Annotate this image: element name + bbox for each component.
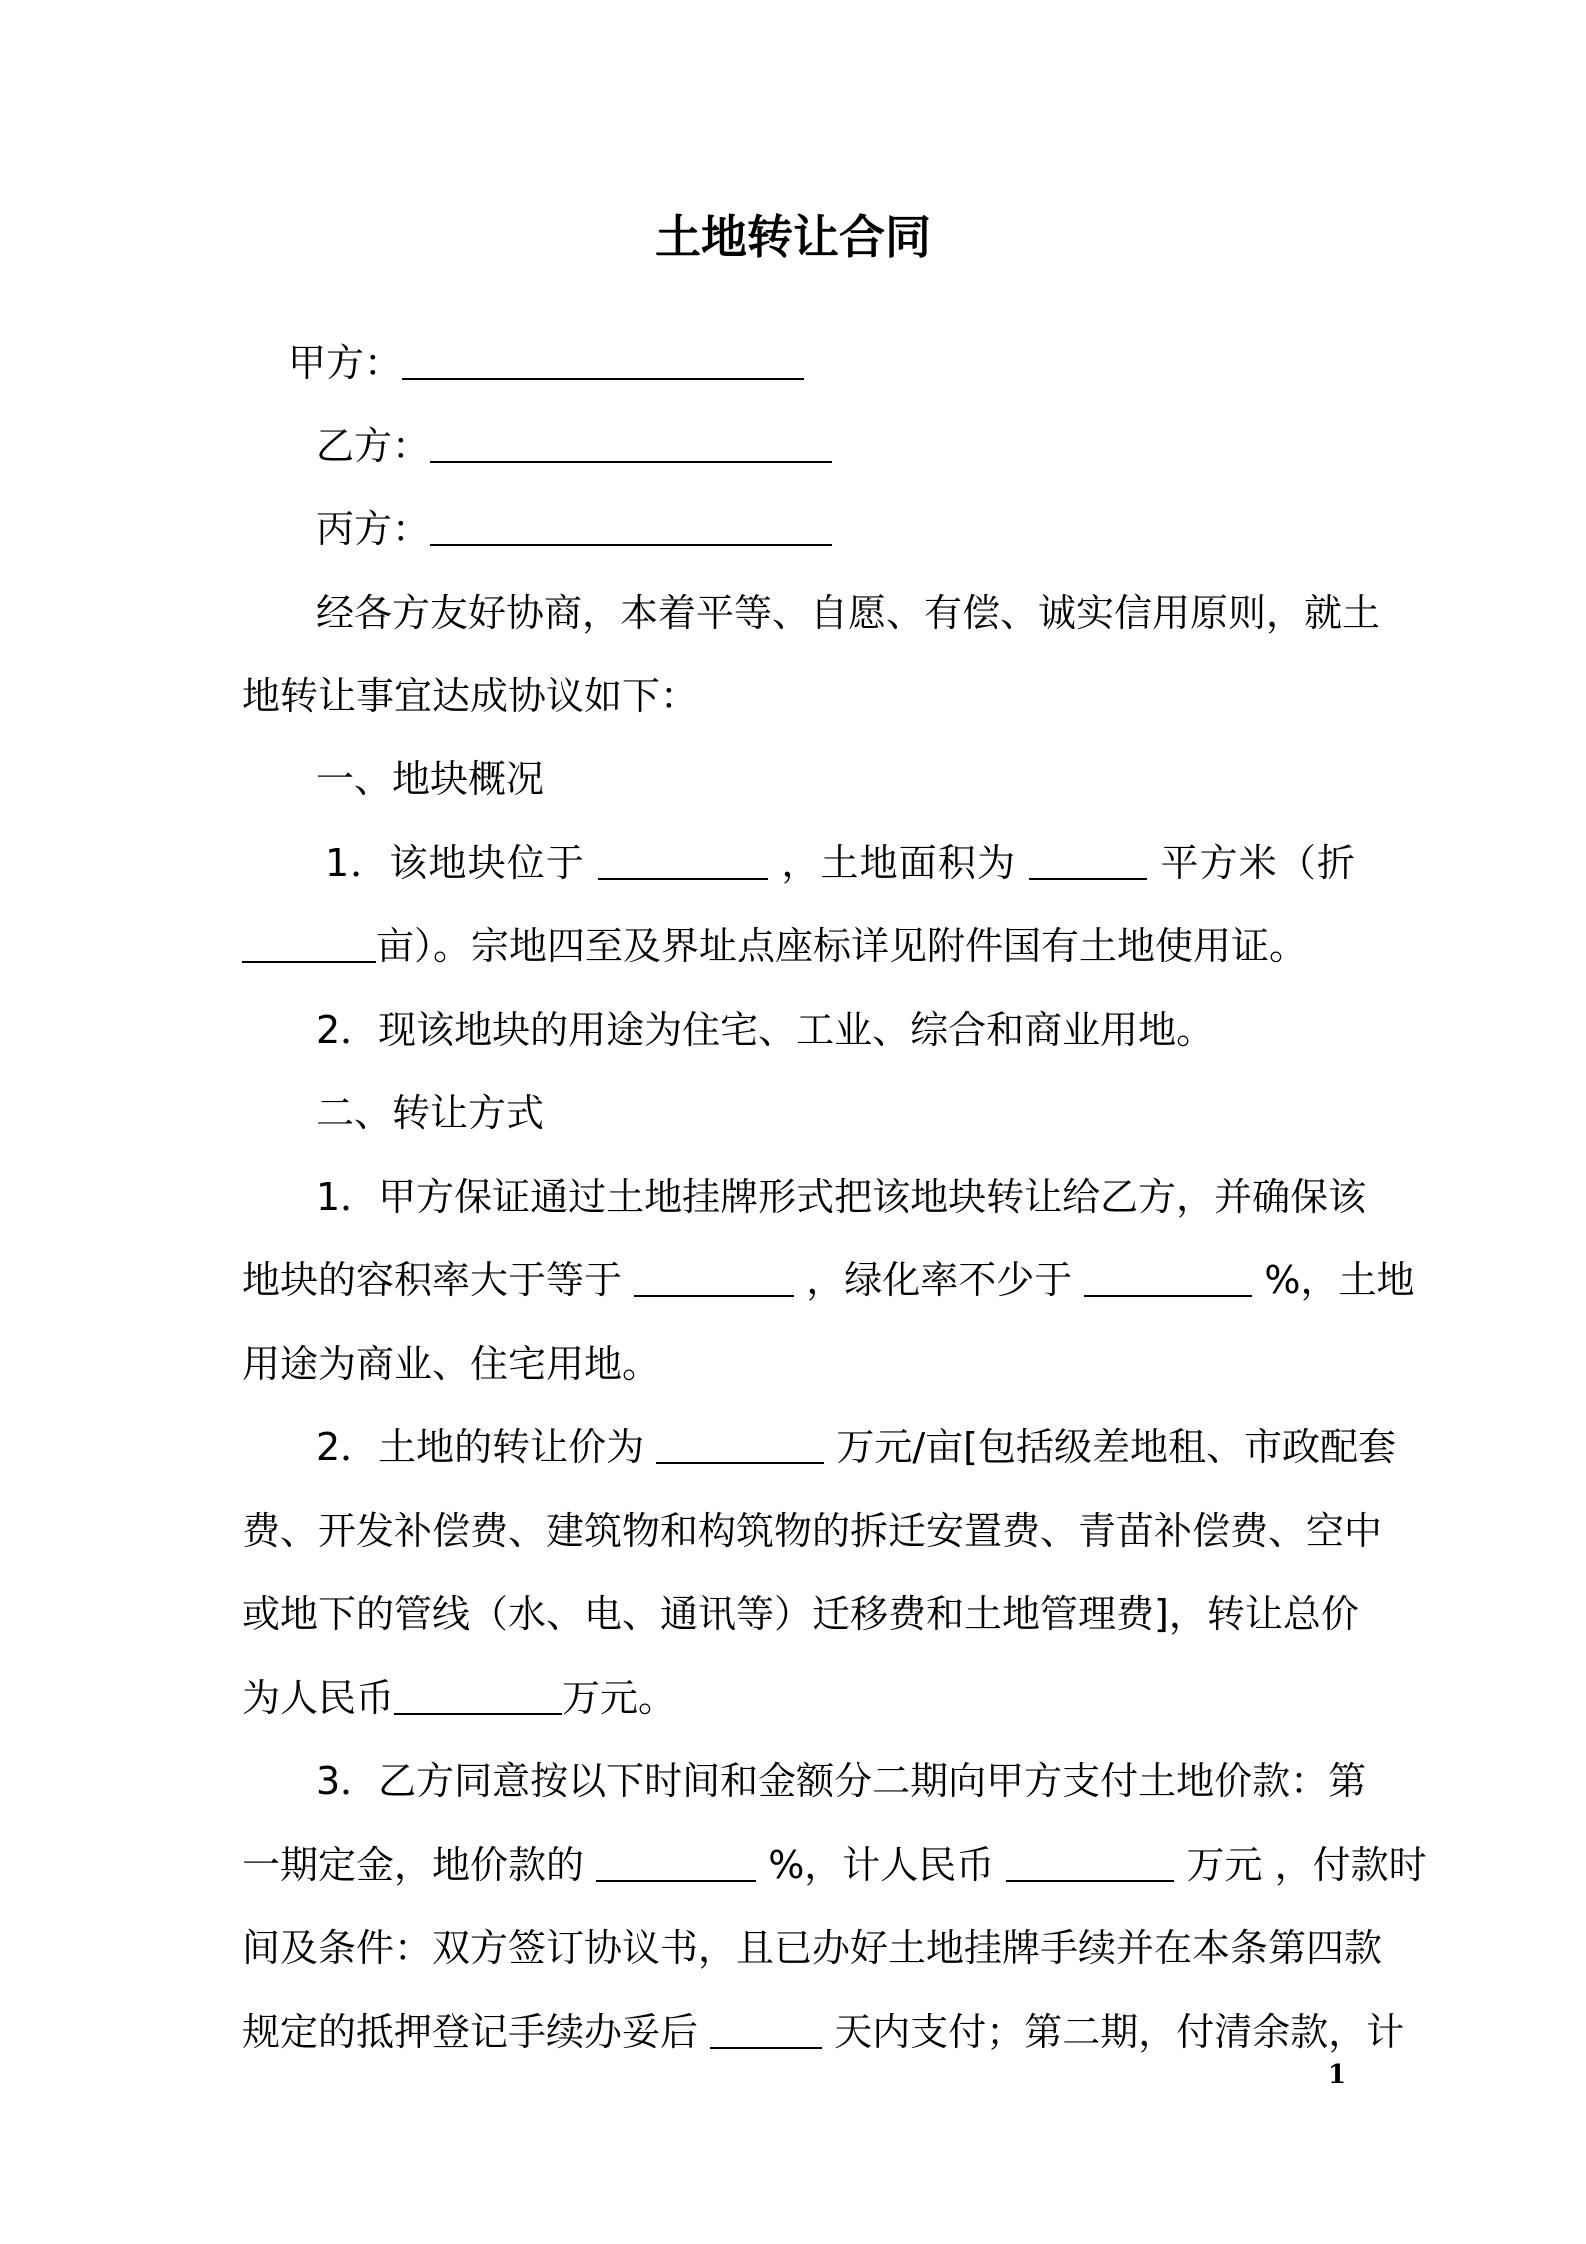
s2-item1-text-b: ，绿化率不少于 [806, 1258, 1073, 1302]
s2-item2-line-1 [316, 1422, 1397, 1472]
deposit-percent-blank[interactable] [596, 1842, 756, 1882]
s2-item3-text-e: 天内支付；第二期，付清余款，计 [834, 2010, 1405, 2054]
s2-item1-line-1: 1．甲方保证通过土地挂牌形式把该地块转让给乙方，并确保该 [316, 1175, 1367, 1219]
greening-rate-blank[interactable] [1084, 1257, 1252, 1297]
s1-item1-line-1 [325, 838, 1355, 888]
s1-item1-text-b: ，土地面积为 [781, 841, 1017, 885]
party-c-label: 丙方： [316, 507, 431, 551]
s2-item2-line-2: 费、开发补偿费、建筑物和构筑物的拆迁安置费、青苗补偿费、空中 [242, 1509, 1383, 1553]
page-number: 1 [1328, 2060, 1347, 2090]
s1-item2-line: 2．现该地块的用途为住宅、工业、综合和商业用地。 [316, 1008, 1215, 1052]
party-b-blank[interactable] [430, 423, 832, 463]
section1-heading: 一、地块概况 [316, 757, 545, 801]
s2-item3-text-a: 一期定金，地价款的 [242, 1843, 585, 1887]
section2-heading: 二、转让方式 [316, 1091, 545, 1135]
s2-item1-line-2 [242, 1255, 1415, 1305]
party-a-line [288, 338, 804, 388]
s2-item3-text-b: %，计人民币 [768, 1843, 995, 1887]
document-title: 土地转让合同 [655, 210, 931, 264]
area-mu-blank[interactable] [242, 923, 376, 963]
price-per-mu-blank[interactable] [656, 1424, 824, 1464]
s2-item1-line-3: 用途为商业、住宅用地。 [242, 1342, 661, 1386]
s1-item1-text-c: 平方米（折 [1160, 841, 1355, 885]
s2-item3-line-4 [242, 2007, 1405, 2057]
party-c-line [316, 504, 832, 554]
party-b-label: 乙方： [316, 424, 431, 468]
s2-item3-text-c: 万元 ，付款时 [1186, 1843, 1427, 1887]
s2-item2-text-a: 2．土地的转让价为 [316, 1425, 645, 1469]
s2-item3-text-d: 规定的抵押登记手续办妥后 [242, 2010, 699, 2054]
s2-item2-line-3: 或地下的管线（水、电、通讯等）迁移费和土地管理费]，转让总价 [242, 1592, 1359, 1636]
party-a-blank[interactable] [402, 340, 804, 380]
s1-item1-line-2 [242, 921, 1307, 971]
location-blank[interactable] [598, 840, 768, 880]
s2-item2-line-4 [242, 1673, 676, 1723]
s1-item1-text-d: 亩）。宗地四至及界址点座标详见附件国有土地使用证。 [376, 924, 1308, 968]
intro-line-2: 地转让事宜达成协议如下： [242, 674, 699, 718]
s2-item2-text-b: 万元/亩[包括级差地租、市政配套 [836, 1425, 1397, 1469]
party-c-blank[interactable] [430, 506, 832, 546]
total-price-blank[interactable] [394, 1675, 562, 1715]
plot-ratio-blank[interactable] [634, 1257, 794, 1297]
s2-item1-text-c: %，土地 [1264, 1258, 1415, 1302]
s1-item1-text-a: 1．该地块位于 [325, 841, 585, 885]
party-b-line [316, 421, 832, 471]
deposit-amount-blank[interactable] [1006, 1842, 1174, 1882]
s2-item3-line-1: 3．乙方同意按以下时间和金额分二期向甲方支付土地价款：第 [316, 1759, 1367, 1803]
s2-item3-line-3: 间及条件：双方签订协议书，且已办好土地挂牌手续并在本条第四款 [242, 1926, 1383, 1970]
area-sqm-blank[interactable] [1029, 840, 1147, 880]
party-a-label: 甲方： [288, 341, 403, 385]
s2-item2-text-c: 为人民币 [242, 1676, 395, 1720]
payment-days-blank[interactable] [710, 2009, 822, 2049]
s2-item2-text-d: 万元。 [562, 1676, 677, 1720]
s2-item1-text-a: 地块的容积率大于等于 [242, 1258, 623, 1302]
intro-line-1: 经各方友好协商，本着平等、自愿、有偿、诚实信用原则，就土 [316, 591, 1381, 635]
s2-item3-line-2 [242, 1840, 1427, 1890]
